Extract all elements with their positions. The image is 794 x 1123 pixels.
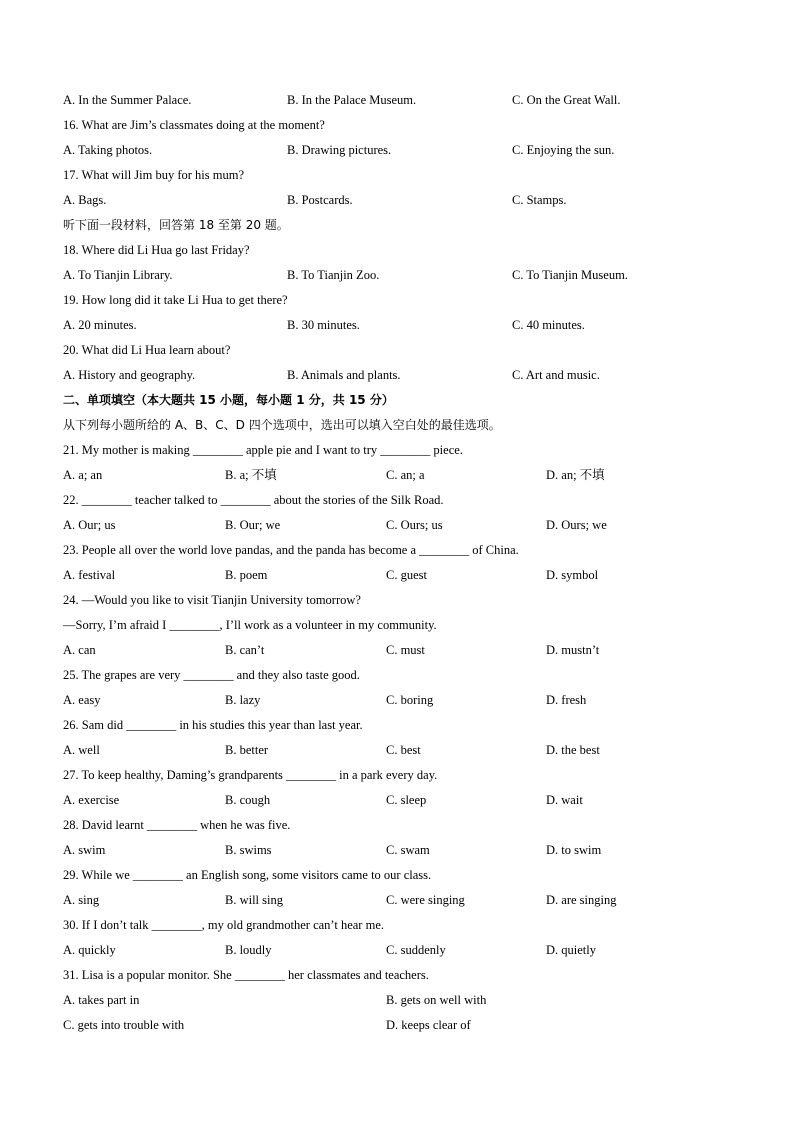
listening-instruction: 听下面一段材料，回答第 18 至第 20 题。 (63, 218, 289, 232)
option: A. swim (63, 843, 106, 857)
option: A. Our; us (63, 518, 116, 532)
single-choice-questions (63, 438, 743, 1038)
question-block (63, 538, 743, 588)
option: A. To Tianjin Library. (63, 268, 173, 282)
question-stem: 27. To keep healthy, Daming’s grandparents ________ in a park every day. (63, 768, 438, 782)
listening-section-continued (63, 88, 743, 388)
option-row (63, 938, 743, 963)
option: A. Bags. (63, 193, 107, 207)
option: D. symbol (546, 568, 599, 582)
option: A. quickly (63, 943, 116, 957)
option: B. loudly (225, 943, 272, 957)
option: D. quietly (546, 943, 596, 957)
option: D. mustn’t (546, 643, 600, 657)
option: C. sleep (386, 793, 427, 807)
option-row (63, 88, 743, 113)
question-stem: 22. ________ teacher talked to ________ about the stories of the Silk Road. (63, 493, 444, 507)
option: C. Enjoying the sun. (512, 143, 615, 157)
option: C. On the Great Wall. (512, 93, 621, 107)
option: C. Art and music. (512, 368, 600, 382)
option: C. Ours; us (386, 518, 443, 532)
option-row (63, 688, 743, 713)
option: C. 40 minutes. (512, 318, 585, 332)
option: C. best (386, 743, 421, 757)
option-row (63, 638, 743, 663)
option: A. takes part in (63, 993, 140, 1007)
option: B. will sing (225, 893, 283, 907)
question-stem: 20. What did Li Hua learn about? (63, 343, 231, 357)
option: C. swam (386, 843, 430, 857)
option: A. well (63, 743, 100, 757)
option: B. gets on well with (386, 993, 487, 1007)
option: B. poem (225, 568, 268, 582)
option: B. In the Palace Museum. (287, 93, 417, 107)
section-title: 二、单项填空（本大题共 15 小题，每小题 1 分，共 15 分） (63, 393, 394, 407)
option-row (63, 513, 743, 538)
question-stem: —Sorry, I’m afraid I ________, I’ll work as a volunteer in my community. (63, 618, 437, 632)
option: B. Postcards. (287, 193, 353, 207)
option-row (63, 138, 743, 163)
question-block (63, 913, 743, 963)
option: D. wait (546, 793, 583, 807)
option: A. can (63, 643, 96, 657)
option: B. a; 不填 (225, 468, 277, 482)
option-row (63, 888, 743, 913)
question-stem: 29. While we ________ an English song, some visitors came to our class. (63, 868, 432, 882)
option-row (63, 313, 743, 338)
question-block (63, 863, 743, 913)
option-row (63, 988, 743, 1013)
question-stem: 18. Where did Li Hua go last Friday? (63, 243, 250, 257)
option: D. keeps clear of (386, 1018, 471, 1032)
question-block (63, 963, 743, 1038)
option-row (63, 263, 743, 288)
option: D. Ours; we (546, 518, 607, 532)
question-block (63, 713, 743, 763)
option: C. boring (386, 693, 434, 707)
option: D. to swim (546, 843, 602, 857)
option-row (63, 563, 743, 588)
option: C. must (386, 643, 425, 657)
option: B. 30 minutes. (287, 318, 360, 332)
option: A. History and geography. (63, 368, 196, 382)
option: C. gets into trouble with (63, 1018, 185, 1032)
question-stem: 25. The grapes are very ________ and they also taste good. (63, 668, 360, 682)
option: A. 20 minutes. (63, 318, 137, 332)
option: C. guest (386, 568, 427, 582)
option: B. cough (225, 793, 271, 807)
question-stem: 28. David learnt ________ when he was five. (63, 818, 291, 832)
question-stem: 19. How long did it take Li Hua to get there? (63, 293, 288, 307)
option: B. lazy (225, 693, 261, 707)
option: A. Taking photos. (63, 143, 153, 157)
option: A. festival (63, 568, 116, 582)
option: C. were singing (386, 893, 465, 907)
exam-page (63, 88, 743, 1038)
option: B. better (225, 743, 269, 757)
question-stem: 31. Lisa is a popular monitor. She ________ her classmates and teachers. (63, 968, 429, 982)
option: D. the best (546, 743, 600, 757)
section-instruction: 从下列每小题所给的 A、B、C、D 四个选项中，选出可以填入空白处的最佳选项。 (63, 418, 501, 432)
option: A. a; an (63, 468, 103, 482)
option: B. To Tianjin Zoo. (287, 268, 380, 282)
option: B. Our; we (225, 518, 281, 532)
option: B. can’t (225, 643, 265, 657)
question-block (63, 813, 743, 863)
option: C. To Tianjin Museum. (512, 268, 628, 282)
option-row (63, 1013, 743, 1038)
option-row (63, 838, 743, 863)
option: A. sing (63, 893, 100, 907)
option: B. Drawing pictures. (287, 143, 392, 157)
option: D. fresh (546, 693, 587, 707)
option: C. suddenly (386, 943, 446, 957)
option-row (63, 788, 743, 813)
option: C. Stamps. (512, 193, 567, 207)
question-stem: 24. —Would you like to visit Tianjin University tomorrow? (63, 593, 361, 607)
option: A. In the Summer Palace. (63, 93, 192, 107)
question-block (63, 488, 743, 538)
option: C. an; a (386, 468, 425, 482)
question-block (63, 588, 743, 663)
option: B. swims (225, 843, 272, 857)
option: D. an; 不填 (546, 468, 605, 482)
option: B. Animals and plants. (287, 368, 401, 382)
question-block (63, 438, 743, 488)
option-row (63, 188, 743, 213)
option-row (63, 363, 743, 388)
option-row (63, 463, 743, 488)
question-stem: 21. My mother is making ________ apple pie and I want to try ________ piece. (63, 443, 463, 457)
question-stem: 26. Sam did ________ in his studies this year than last year. (63, 718, 363, 732)
option-row (63, 738, 743, 763)
question-block (63, 763, 743, 813)
question-block (63, 663, 743, 713)
question-stem: 16. What are Jim’s classmates doing at the moment? (63, 118, 325, 132)
option: A. easy (63, 693, 101, 707)
question-stem: 30. If I don’t talk ________, my old grandmother can’t hear me. (63, 918, 384, 932)
option: D. are singing (546, 893, 617, 907)
question-stem: 17. What will Jim buy for his mum? (63, 168, 245, 182)
option: A. exercise (63, 793, 120, 807)
question-stem: 23. People all over the world love pandas, and the panda has become a ________ of China. (63, 543, 519, 557)
